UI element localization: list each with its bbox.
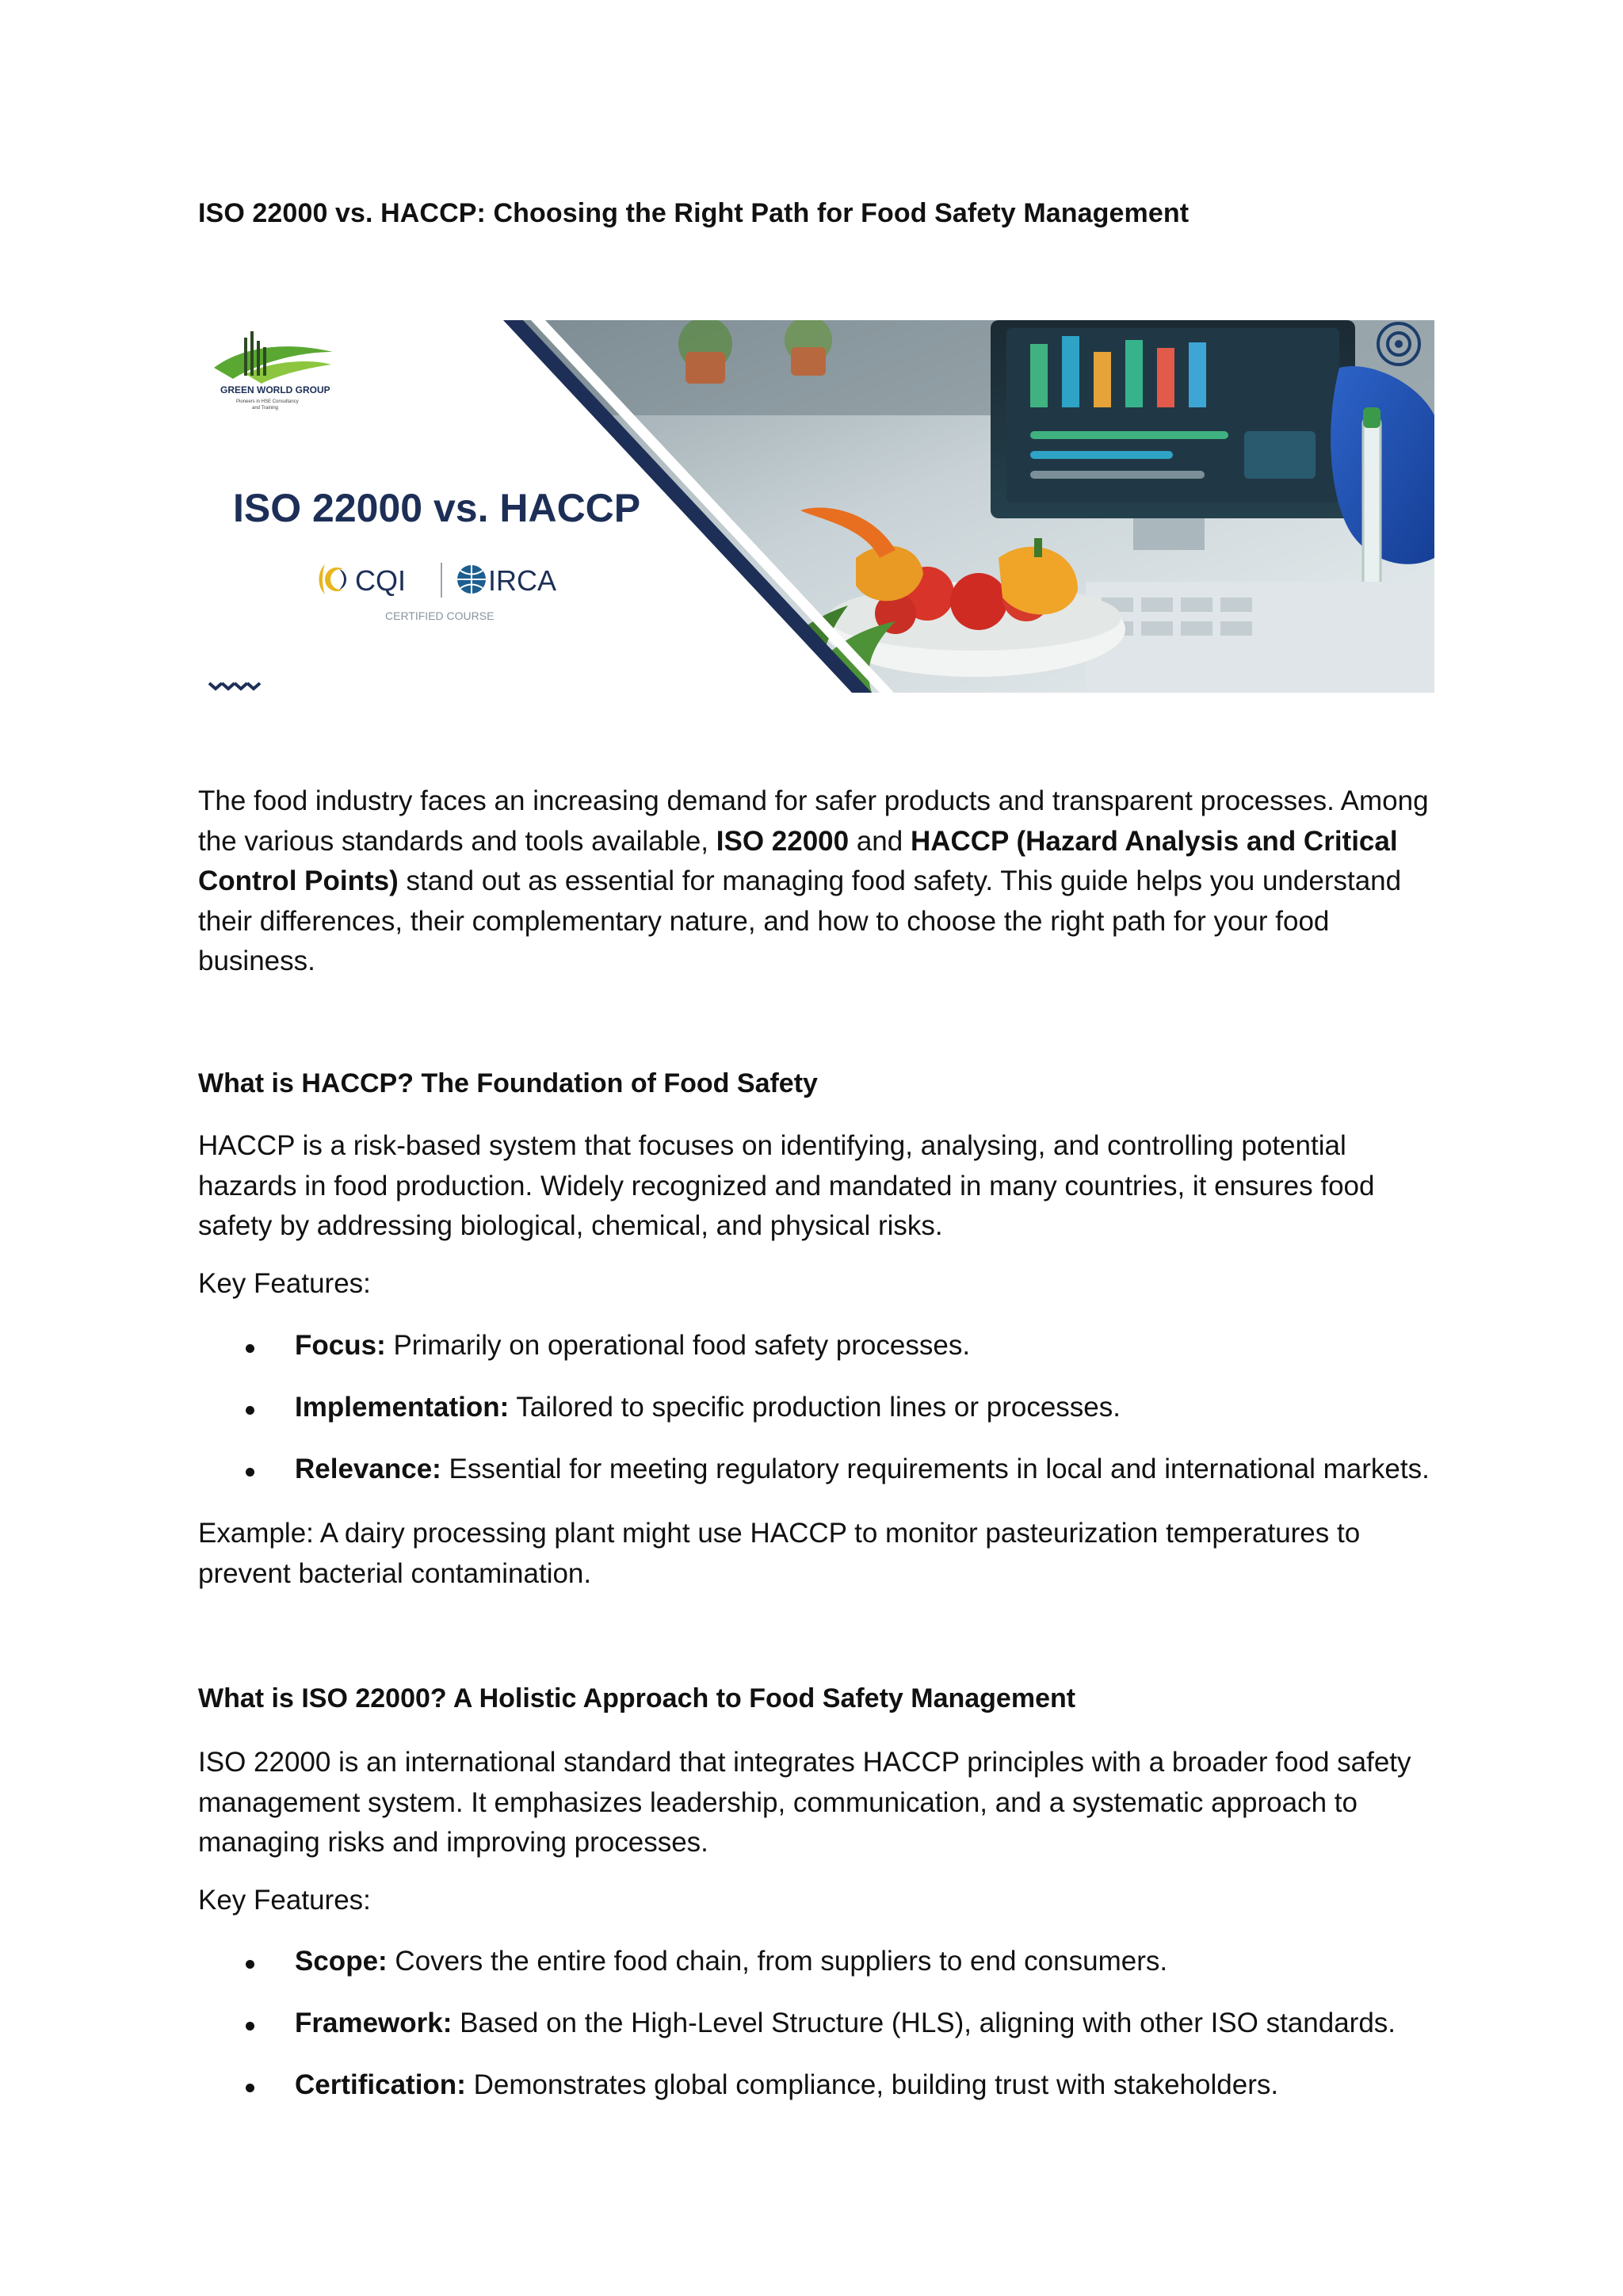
iso-body: ISO 22000 is an international standard that integrates HACCP principles with a broader food safety management system. It emphasizes leadership, communication, and a systematic approach to managing risks and improving processes. xyxy=(198,1747,1411,1858)
bullet-icon xyxy=(246,1344,254,1353)
decorative-chevrons xyxy=(209,683,260,689)
haccp-heading: What is HACCP? The Foundation of Food Safety xyxy=(198,1068,818,1098)
haccp-emphasis: HACCP (Hazard Analysis and Critical Control Points) xyxy=(198,825,1398,896)
iso-heading: What is ISO 22000? A Holistic Approach to Food Safety Management xyxy=(198,1683,1076,1713)
bullet-icon xyxy=(246,1960,254,1969)
bullet-icon xyxy=(246,2084,254,2092)
banner-headline: ISO 22000 vs. HACCP xyxy=(233,486,641,530)
cqi-text: CQI xyxy=(355,564,407,597)
green-world-group-logo xyxy=(214,331,333,411)
cqi-irca-logo xyxy=(319,563,557,622)
logo-tagline-2: and Training xyxy=(252,406,279,411)
certified-course-text: CERTIFIED COURSE xyxy=(385,609,495,622)
iso-22000-emphasis: ISO 22000 xyxy=(716,825,850,857)
logo-tagline-1: Pioneers in HSE Consultancy xyxy=(236,399,299,404)
irca-text: IRCA xyxy=(488,564,557,597)
bullet-icon xyxy=(246,2022,254,2030)
bullet-icon xyxy=(246,1406,254,1415)
intro-paragraph: The food industry faces an increasing demand for safer products and transparent processes. Among the various standards and tools available, ISO 22000 and HACCP (Hazard Analysis and Critical Control Points) stand out as essential for managing food safety. This guide helps you understand their differences, their complementary nature, and how to choose the right path for your food business. xyxy=(198,785,1429,976)
bullet-icon xyxy=(246,1468,254,1477)
document-page: ISO 22000 vs. HACCP: Choosing the Right Path for Food Safety Management GREEN WORLD GROUP Pioneers in HSE Consultancy and Training ISO 22000 vs. HACCP CQI IRCA CERTIFIED COURSE The food industry faces an increasing demand for safer products and transparent processes. Among the various standards and tools available, ISO 22000 and HACCP (Hazard Analysis and Critical Control Points) stand out as essential for managing food safety. This guide helps you understand their differences, their complementary nature, and how to choose the right path for your food business. What is HACCP? The Foundation of Food Safety HACCP is a risk-based system that focuses on identifying, analysing, and controlling potential hazards in food production. Widely recognized and mandated in many countries, it ensures food safety by addressing biological, chemical, and physical risks. Key Features: Focus: Primarily on operational food safety processes. Implementation: Tailored to specific production lines or processes. Relevance: Essential for meeting regulatory requirements in local and international markets. Example: A dairy processing plant might use HACCP to monitor pasteurization temperatures to prevent bacterial contamination. What is ISO 22000? A Holistic Approach to Food Safety Management ISO 22000 is an international standard that integrates HACCP principles with a broader food safety management system. It emphasizes leadership, communication, and a systematic approach to managing risks and improving processes. Key Features: Scope: Covers the entire food chain, from suppliers to end consumers. Framework: Based on the High-Level Structure (HLS), aligning with other ISO standards. Certification: Demonstrates global compliance, building trust with stakeholders. xyxy=(0,0,1623,2296)
haccp-example: Example: A dairy processing plant might use HACCP to monitor pasteurization temperatures to prevent bacterial contamination. xyxy=(198,1518,1361,1589)
hero-banner xyxy=(198,320,1434,693)
haccp-key-features-label: Key Features: xyxy=(198,1268,371,1299)
haccp-body: HACCP is a risk-based system that focuses on identifying, analysing, and controlling potential hazards in food production. Widely recognized and mandated in many countries, it ensures food safety by addressing biological, chemical, and physical risks. xyxy=(198,1130,1375,1241)
document-title: ISO 22000 vs. HACCP: Choosing the Right Path for Food Safety Management xyxy=(198,198,1190,228)
logo-name: GREEN WORLD GROUP xyxy=(220,384,330,395)
iso-key-features-label: Key Features: xyxy=(198,1885,371,1916)
